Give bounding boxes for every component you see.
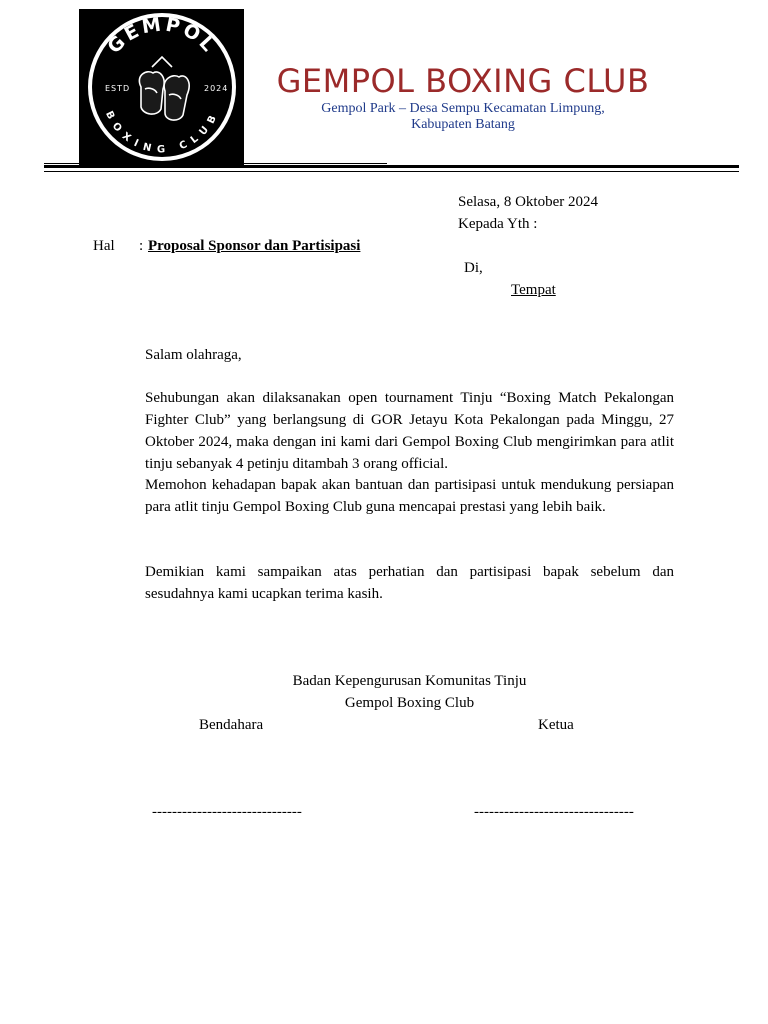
logo-bottom-text: BOXING CLUB bbox=[103, 109, 221, 156]
logo-left-text: ESTD bbox=[105, 84, 131, 93]
header-rule-thin bbox=[44, 163, 387, 164]
signature-line-chair: -------------------------------- bbox=[474, 804, 634, 820]
recipient-place: Tempat bbox=[511, 282, 556, 298]
recipient-label: Kepada Yth : bbox=[458, 216, 538, 232]
subject-text: Proposal Sponsor dan Partisipasi bbox=[148, 238, 361, 254]
greeting: Salam olahraga, bbox=[145, 347, 242, 363]
signature-org-line-1: Badan Kepengurusan Komunitas Tinju bbox=[292, 673, 527, 689]
recipient-di: Di, bbox=[464, 260, 483, 276]
signature-line-treasurer: ------------------------------ bbox=[152, 804, 302, 820]
address-line-1: Gempol Park – Desa Sempu Kecamatan Limpung, bbox=[321, 101, 605, 116]
org-name: GEMPOL BOXING CLUB bbox=[276, 62, 650, 100]
signature-treasurer-title: Bendahara bbox=[199, 717, 264, 733]
club-logo bbox=[79, 9, 244, 165]
logo-top-text: GEMPOL bbox=[103, 13, 221, 59]
body-paragraph-2: Memohon kehadapan bapak akan bantuan dan partisipasi untuk mendukung persiapan para atlit tinju Gempol Boxing Club guna mencapai prestasi yang lebih baik. bbox=[145, 477, 674, 515]
header-rule-thick bbox=[44, 165, 739, 168]
body-paragraph-1: Sehubungan akan dilaksanakan open tournament Tinju “Boxing Match Pekalongan Fighter Club” yang berlangsung di GOR Jetayu Kota Pekalongan pada Minggu, 27 Oktober 2024, maka dengan ini kami dari Gempol Boxing Club mengirimkan para atlit tinju sebanyak 4 petinju ditambah 3 orang official. bbox=[145, 390, 674, 472]
signature-chair-title: Ketua bbox=[538, 717, 574, 733]
signature-org-line-2: Gempol Boxing Club bbox=[344, 695, 475, 711]
body-paragraph-3: Demikian kami sampaikan atas perhatian dan partisipasi bapak sebelum dan sesudahnya kami ucapkan terima kasih. bbox=[145, 564, 674, 602]
subject-colon: : bbox=[139, 238, 144, 254]
header-rule-bottom bbox=[44, 171, 739, 172]
address-line-2: Kabupaten Batang bbox=[411, 117, 515, 132]
letter-date: Selasa, 8 Oktober 2024 bbox=[458, 194, 598, 210]
logo-right-text: 2024 bbox=[204, 84, 229, 93]
club-logo-graphic bbox=[79, 9, 244, 165]
subject-label: Hal bbox=[93, 238, 115, 254]
